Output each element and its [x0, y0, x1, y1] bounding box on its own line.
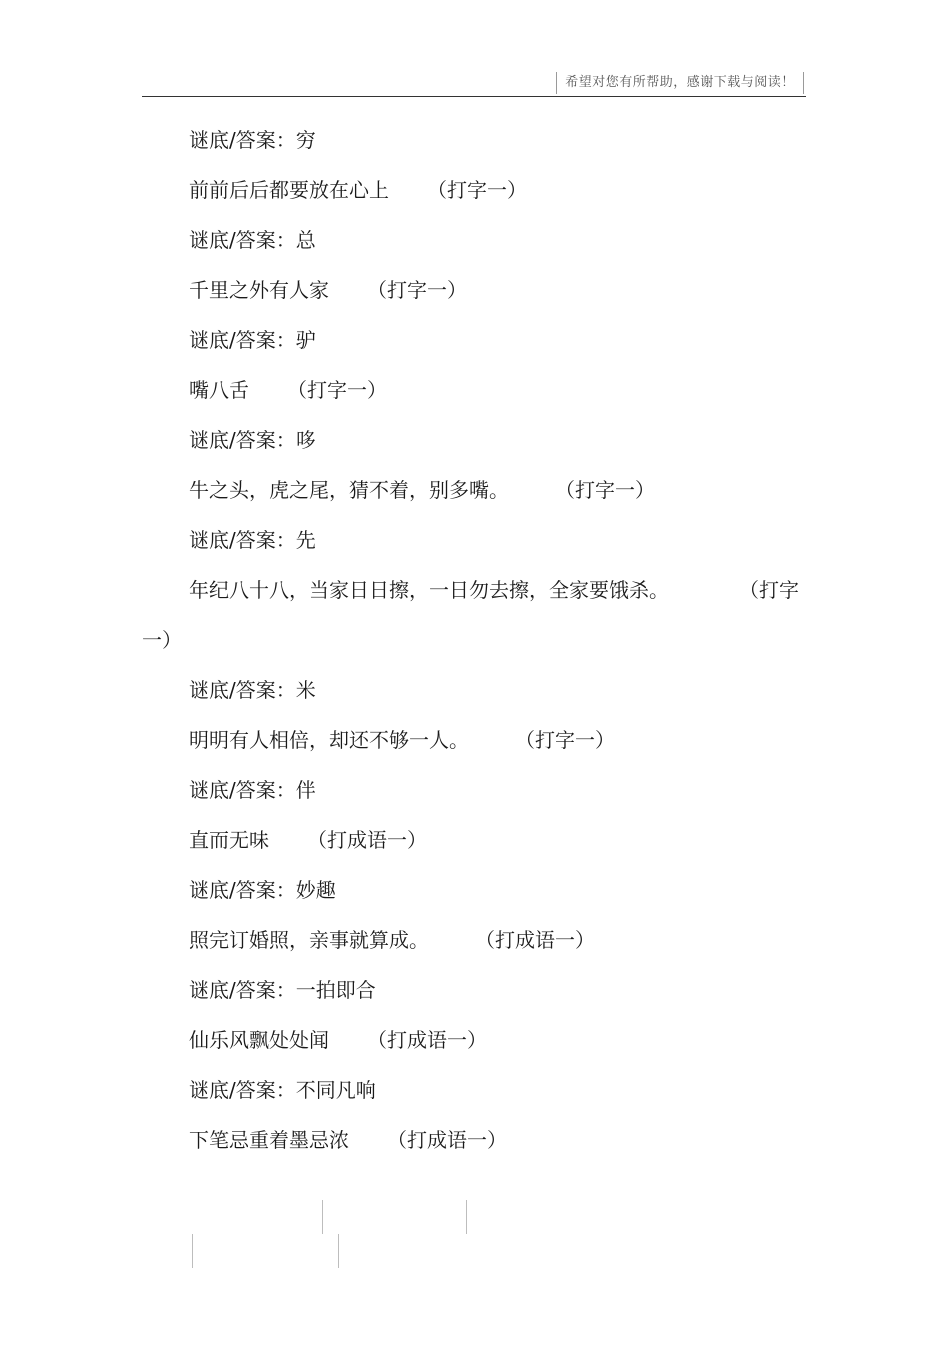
answer-line: 谜底/答案：妙趣: [189, 878, 336, 902]
riddle-line: 直而无味 （打成语一）: [189, 828, 427, 852]
riddle-hint: （打字一）: [367, 278, 467, 302]
answer-line: 谜底/答案：穷: [189, 128, 316, 152]
riddle-line: 千里之外有人家 （打字一）: [189, 278, 467, 302]
riddle-hint: （打成语一）: [307, 828, 427, 852]
riddle-hint: （打字一）: [525, 728, 615, 752]
riddle-hint: （打字一）: [142, 578, 799, 652]
riddle-line: 牛之头，虎之尾，猜不着，别多嘴。 （打字一）: [189, 478, 655, 502]
riddle-hint: （打成语一）: [387, 1128, 507, 1152]
riddle-line: 明明有人相倍，却还不够一人。 （打字一）: [189, 728, 615, 752]
scan-mark: [192, 1234, 193, 1268]
answer-line: 谜底/答案：不同凡响: [189, 1078, 376, 1102]
riddle-hint: （打成语一）: [485, 928, 595, 952]
riddle-hint: （打字一）: [427, 178, 527, 202]
answer-line: 谜底/答案：哆: [189, 428, 316, 452]
answer-line: 谜底/答案：一拍即合: [189, 978, 376, 1002]
riddle-hint: （打字一）: [565, 478, 655, 502]
answer-line: 谜底/答案：米: [189, 678, 316, 702]
scan-mark: [466, 1200, 467, 1234]
scan-mark: [322, 1200, 323, 1234]
riddle-line: 年纪八十八，当家日日擦，一日勿去擦，全家要饿杀。 （打字一）: [142, 578, 799, 652]
riddle-line: 前前后后都要放在心上 （打字一）: [189, 178, 527, 202]
riddle-line: 嘴八舌 （打字一）: [189, 378, 387, 402]
scan-mark: [338, 1234, 339, 1268]
riddle-line: 仙乐风飘处处闻 （打成语一）: [189, 1028, 487, 1052]
header-divider: [142, 96, 806, 97]
answer-line: 谜底/答案：先: [189, 528, 316, 552]
answer-line: 谜底/答案：伴: [189, 778, 316, 802]
document-body: [142, 115, 806, 1165]
riddle-line: 照完订婚照，亲事就算成。 （打成语一）: [189, 928, 595, 952]
answer-line: 谜底/答案：总: [189, 228, 316, 252]
header-note: 希望对您有所帮助，感谢下载与阅读！: [556, 72, 804, 94]
riddle-line: 下笔忌重着墨忌浓 （打成语一）: [189, 1128, 507, 1152]
riddle-hint: （打成语一）: [367, 1028, 487, 1052]
answer-line: 谜底/答案：驴: [189, 328, 316, 352]
riddle-hint: （打字一）: [287, 378, 387, 402]
